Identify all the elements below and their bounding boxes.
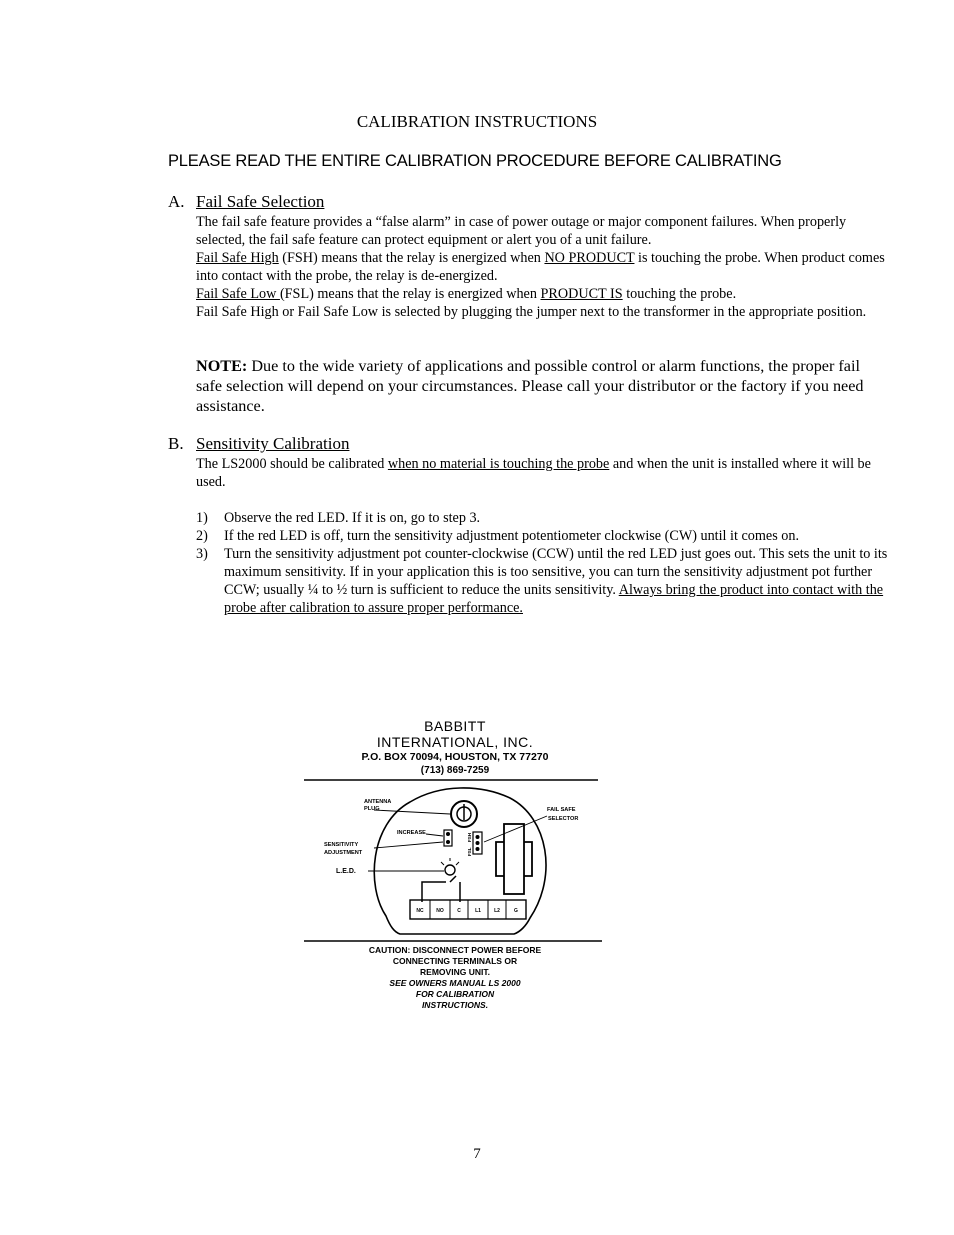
callout-increase: INCREASE bbox=[397, 830, 426, 836]
fsl-mid: (FSL) means that the relay is energized when bbox=[279, 286, 541, 302]
calibration-steps bbox=[196, 509, 902, 617]
jumper-fsl-label: FSL bbox=[467, 847, 472, 856]
section-a-letter: A. bbox=[168, 192, 185, 211]
antenna-leader-line bbox=[374, 810, 450, 814]
section-b-letter: B. bbox=[168, 434, 184, 453]
step-number: 3) bbox=[196, 546, 208, 562]
callout-sensitivity-line2: ADJUSTMENT bbox=[324, 850, 363, 856]
terminal-block bbox=[410, 900, 526, 919]
label-address: P.O. BOX 70094, HOUSTON, TX 77270 bbox=[361, 751, 549, 763]
step-number: 1) bbox=[196, 510, 208, 526]
callout-failsafe-line2: SELECTOR bbox=[548, 816, 579, 822]
callout-failsafe-line1: FAIL SAFE bbox=[547, 807, 576, 813]
increase-leader-line bbox=[426, 834, 443, 836]
step-warning: Always bring the product into contact with the probe after calibration to assure proper performance. bbox=[224, 582, 884, 616]
callout-antenna-line2: PLUG bbox=[364, 806, 380, 812]
jumper-paragraph: Fail Safe High or Fail Safe Low is selected by plugging the jumper next to the transformer in the appropriate position. bbox=[196, 304, 867, 320]
fsh-condition: NO PRODUCT bbox=[544, 250, 635, 266]
terminal-label-g: G bbox=[514, 908, 518, 914]
fail-safe-jumper-icon bbox=[473, 832, 482, 854]
intro-end: and when the unit is installed where it will be used. bbox=[196, 456, 871, 490]
step-number: 2) bbox=[196, 528, 208, 544]
terminal-label-no: NO bbox=[436, 908, 444, 914]
label-company-line2: INTERNATIONAL, INC. bbox=[376, 734, 534, 750]
fsl-condition: PRODUCT IS bbox=[540, 286, 623, 302]
callout-sensitivity-line1: SENSITIVITY bbox=[324, 842, 359, 848]
intro-start: The LS2000 should be calibrated bbox=[196, 456, 388, 472]
label-warnings bbox=[300, 945, 610, 1011]
terminal-label-l2: L2 bbox=[494, 908, 500, 914]
unit-diagram bbox=[300, 776, 610, 946]
failsafe-intro-paragraph: The fail safe feature provides a “false alarm” in case of power outage or major component failures. When properly selected, the fail safe feature can protect equipment or alert you of a unit failure. bbox=[196, 214, 847, 248]
section-b-intro bbox=[196, 455, 898, 491]
manual-line2: FOR CALIBRATION bbox=[415, 989, 495, 999]
note-text: Due to the wide variety of applications and possible control or alarm functions, the proper fail safe selection will depend on your circumstances. Please call your distributor or the factory if you need assistance. bbox=[196, 357, 864, 415]
manual-line1: SEE OWNERS MANUAL LS 2000 bbox=[389, 978, 521, 988]
caution-line2: CONNECTING TERMINALS OR bbox=[392, 956, 518, 966]
step-text: Observe the red LED. If it is on, go to step 3. bbox=[224, 510, 481, 526]
fsl-term: Fail Safe Low bbox=[196, 286, 280, 302]
label-phone: (713) 869-7259 bbox=[420, 765, 490, 776]
fsh-end: is touching the probe. When product comes into contact with the probe, the relay is de-energized. bbox=[196, 250, 885, 284]
label-company-line1: BABBITT bbox=[424, 718, 486, 734]
list-item bbox=[196, 509, 902, 527]
sensitivity-pot-icon bbox=[444, 830, 452, 846]
antenna-plug-icon bbox=[451, 801, 477, 827]
sensitivity-leader-line bbox=[374, 842, 443, 848]
page-subheading: PLEASE READ THE ENTIRE CALIBRATION PROCEDURE BEFORE CALIBRATING bbox=[168, 152, 782, 170]
callout-led: L.E.D. bbox=[336, 868, 356, 875]
product-label bbox=[300, 718, 610, 777]
manual-line3: INSTRUCTIONS. bbox=[421, 1000, 489, 1010]
section-b-title: Sensitivity Calibration bbox=[196, 434, 350, 453]
caution-line3: REMOVING UNIT. bbox=[420, 967, 490, 977]
fsl-paragraph bbox=[196, 285, 898, 303]
terminal-label-nc: NC bbox=[416, 908, 424, 914]
fsl-end: touching the probe. bbox=[622, 286, 737, 302]
fsh-mid: (FSH) means that the relay is energized when bbox=[278, 250, 545, 266]
fsh-paragraph bbox=[196, 249, 898, 285]
jumper-fsh-label: FSH bbox=[467, 833, 472, 842]
fsh-term: Fail Safe High bbox=[196, 250, 279, 266]
note-paragraph bbox=[196, 356, 886, 416]
failsafe-leader-line bbox=[484, 816, 547, 842]
intro-condition: when no material is touching the probe bbox=[387, 456, 610, 472]
list-item bbox=[196, 545, 902, 617]
relay-contact-icon bbox=[422, 876, 460, 902]
section-a-body bbox=[196, 213, 898, 321]
list-item bbox=[196, 527, 902, 545]
terminal-label-l1: L1 bbox=[475, 908, 481, 914]
section-a-heading bbox=[168, 192, 324, 212]
terminal-label-c: C bbox=[457, 908, 461, 914]
caution-line1: CAUTION: DISCONNECT POWER BEFORE bbox=[368, 945, 542, 955]
page-title: CALIBRATION INSTRUCTIONS bbox=[356, 112, 598, 131]
step-text: Turn the sensitivity adjustment pot counter-clockwise (CCW) until the red LED just goes out. This sets the unit to its maximum sensitivity. If in your application this is too sensitive, you can turn the sensitivity adjustment pot further CCW; usually ¼ to ½ turn is sufficient to reduce the units sensitivity. bbox=[224, 546, 888, 598]
section-a-title: Fail Safe Selection bbox=[196, 192, 325, 211]
led-icon bbox=[441, 858, 459, 875]
callout-antenna-line1: ANTENNA bbox=[364, 799, 392, 805]
page-number: 7 bbox=[473, 1146, 481, 1162]
section-b-heading bbox=[168, 434, 349, 454]
note-label: NOTE: bbox=[196, 357, 248, 375]
step-text: If the red LED is off, turn the sensitivity adjustment potentiometer clockwise (CW) until it comes on. bbox=[224, 528, 799, 544]
